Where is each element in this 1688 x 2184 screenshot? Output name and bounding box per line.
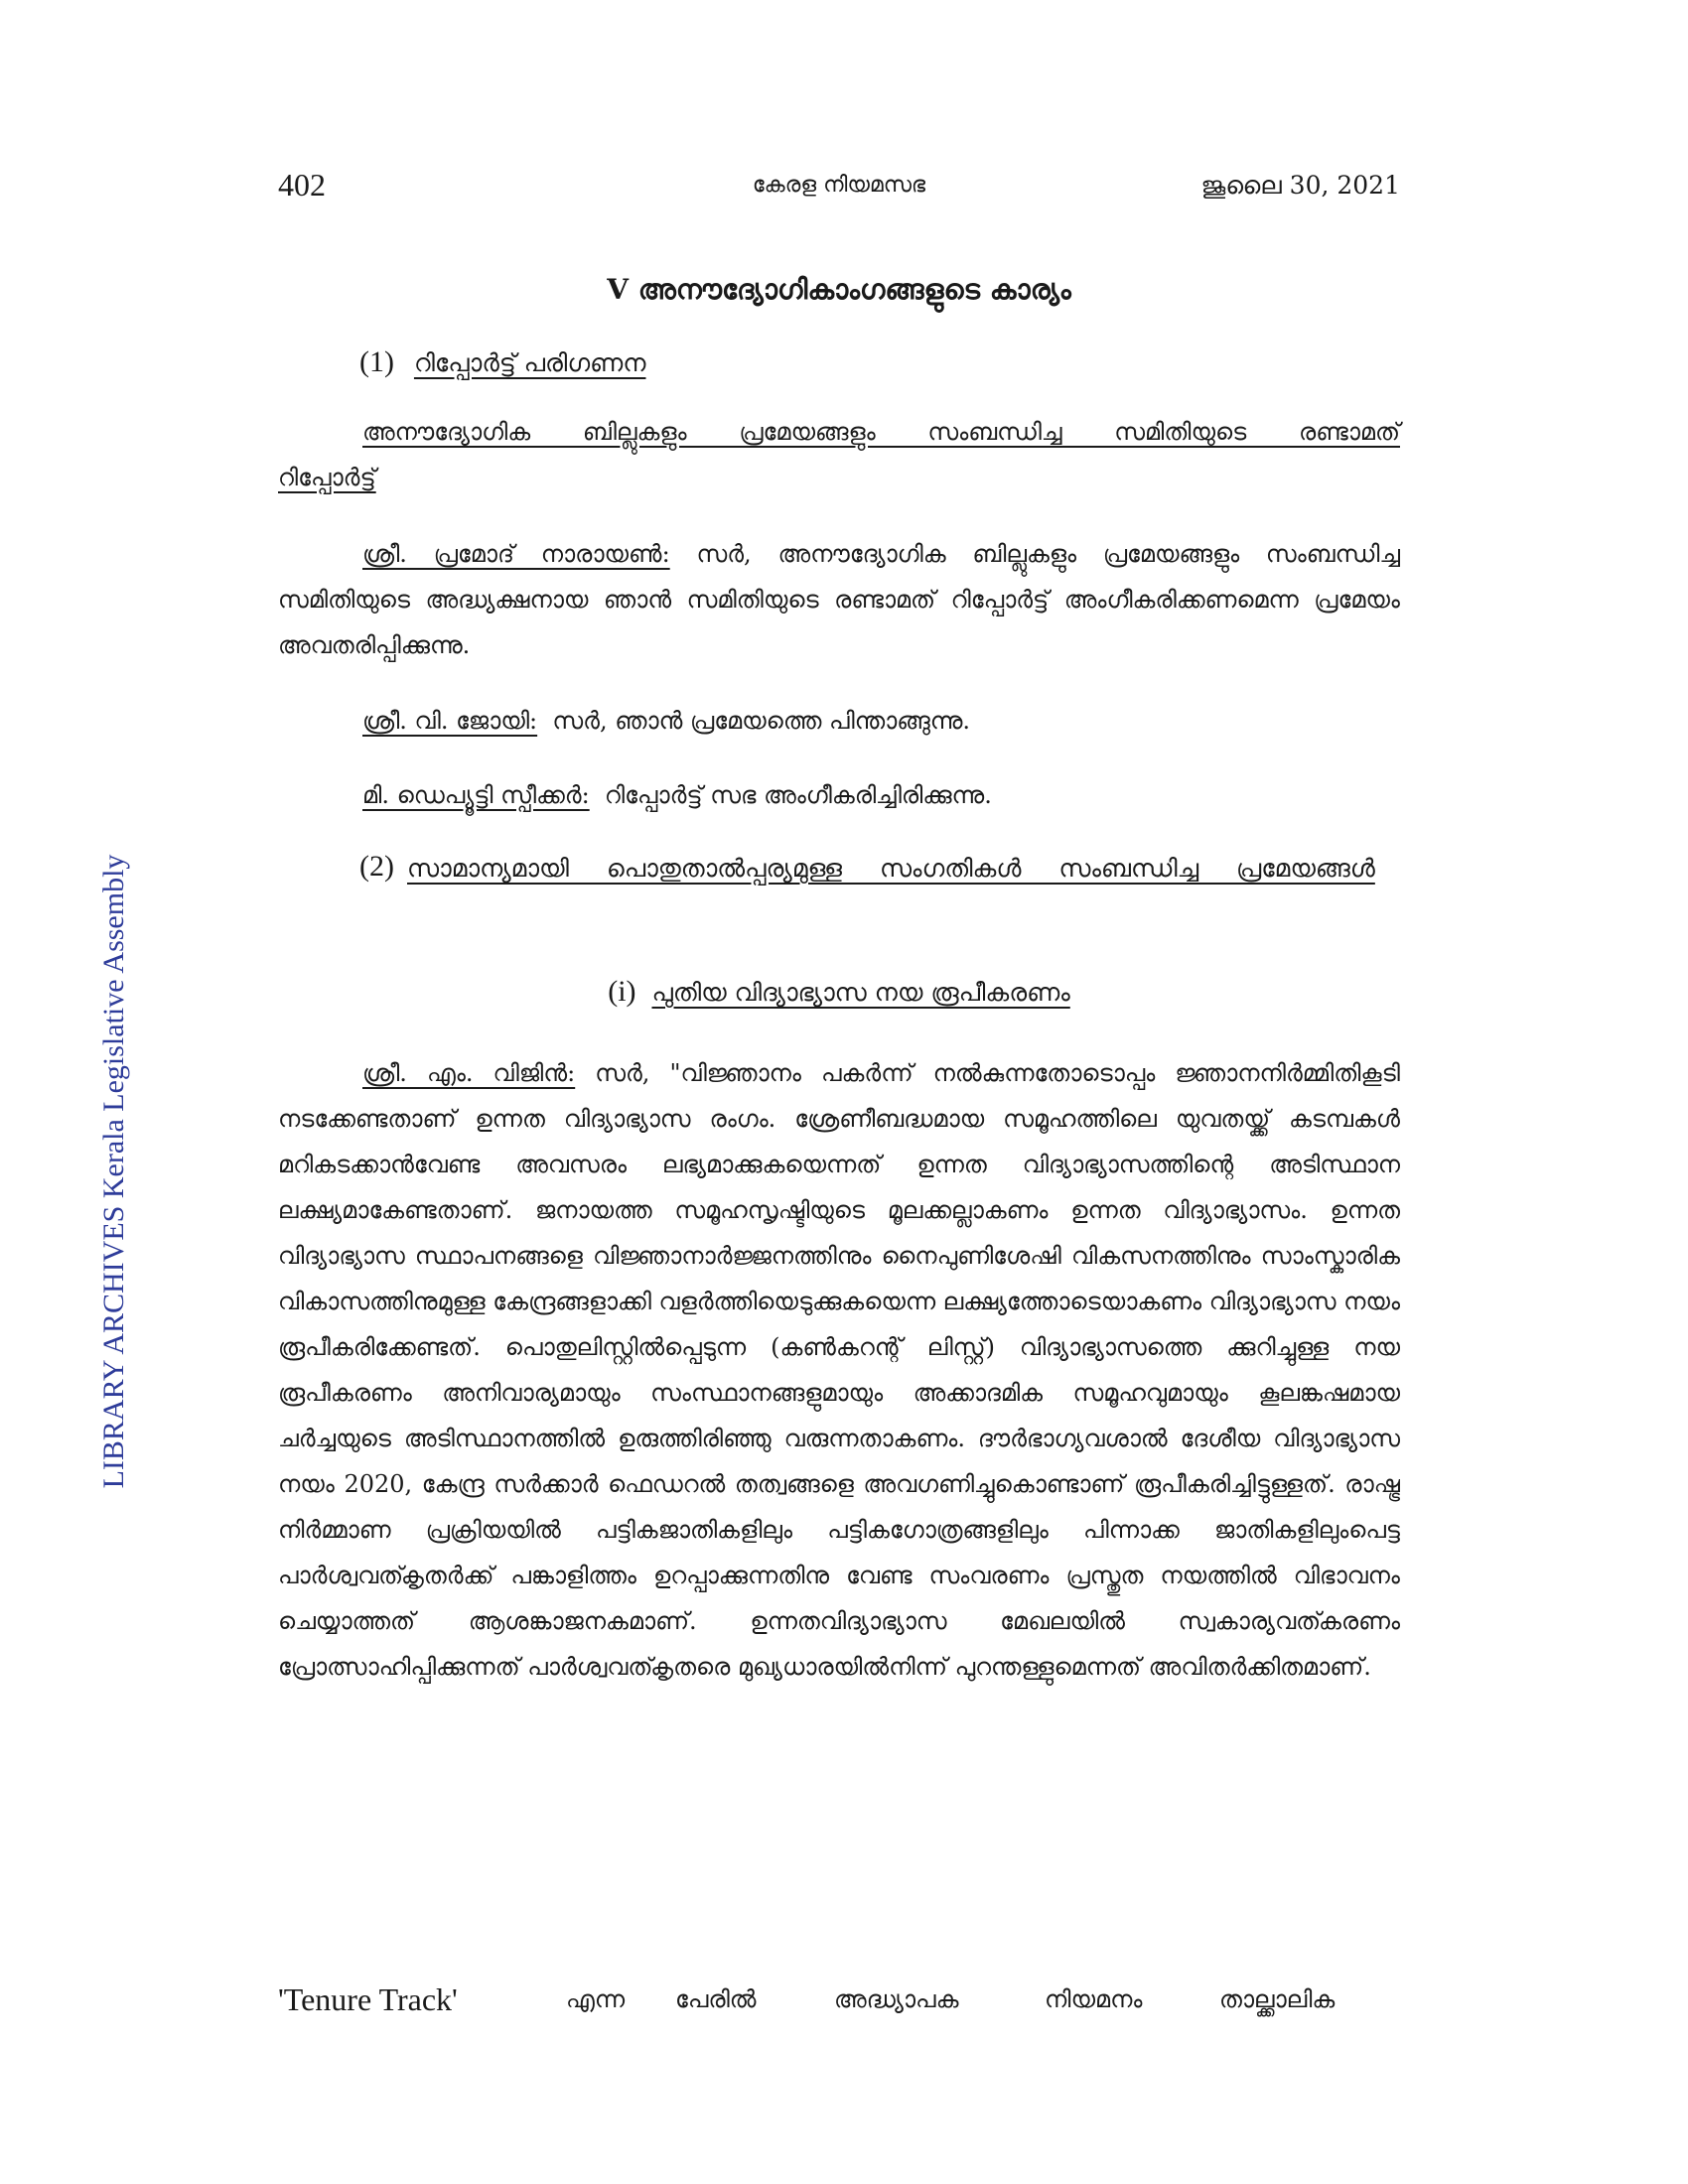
line-word: നിയമനം — [1045, 1985, 1143, 2013]
speech-text: സർ, "വിജ്ഞാനം പകർന്ന് നൽകുന്നതോടൊപ്പം ജ്ഞാനനിർമ്മിതികൂടി നടക്കേണ്ടതാണ് ഉന്നത വിദ്യാഭ്യാസ രംഗം. ശ്രേണീബദ്ധമായ സമൂഹത്തിലെ യുവതയ്ക്ക് കടമ്പകൾ മറികടക്കാൻവേണ്ട അവസരം ലഭ്യമാക്കുകയെന്നത് ഉന്നത വിദ്യാഭ്യാസത്തിന്റെ അടിസ്ഥാന ലക്ഷ്യമാകേണ്ടതാണ്. ജനായത്ത സമൂഹസൃഷ്ടിയുടെ മൂലക്കല്ലാകണം ഉന്നത വിദ്യാഭ്യാസം. ഉന്നത വിദ്യാഭ്യാസ സ്ഥാപനങ്ങളെ വിജ്ഞാനാർജ്ജനത്തിനും നൈപുണിശേഷി വികസനത്തിനും സാംസ്കാരിക വികാസത്തിനുമുള്ള കേന്ദ്രങ്ങളാക്കി വളർത്തിയെടുക്കുകയെന്ന ലക്ഷ്യത്തോടെയാകണം വിദ്യാഭ്യാസ നയം രൂപീകരിക്കേണ്ടത്. പൊതുലിസ്റ്റിൽപ്പെടുന്ന (കൺകറന്റ് ലിസ്റ്റ്) വിദ്യാഭ്യാസത്തെ ക്കുറിച്ചുള്ള നയ രൂപീകരണം അനിവാര്യമായും സംസ്ഥാനങ്ങളുമായും അക്കാദമിക സമൂഹവുമായും കൂലങ്കഷമായ ചർച്ചയുടെ അടിസ്ഥാനത്തിൽ ഉരുത്തിരിഞ്ഞു വരുന്നതാകണം. ദൗർഭാഗ്യവശാൽ ദേശീയ വിദ്യാഭ്യാസ നയം 2020, കേന്ദ്ര സർക്കാർ ഫെഡറൽ തത്വങ്ങളെ അവഗണിച്ചുകൊണ്ടാണ് രൂപീകരിച്ചിട്ടുള്ളത്. രാഷ്ട്ര നിർമ്മാണ പ്രക്രിയയിൽ പട്ടികജാതികളിലും പട്ടികഗോത്രങ്ങളിലും പിന്നാക്ക ജാതികളിലുംപെട്ട പാർശ്വവത്കൃതർക്ക് പങ്കാളിത്തം ഉറപ്പാക്കുന്നതിനു വേണ്ട സംവരണം പ്രസ്തുത നയത്തിൽ വിഭാവനം ചെയ്യാത്തത് ആശങ്കാജനകമാണ്. ഉന്നതവിദ്യാഭ്യാസ മേഖലയിൽ സ്വകാര്യവത്കരണം പ്രോത്സാഹിപ്പിക്കുന്നത് പാർശ്വവത്കൃതരെ മുഖ്യധാരയിൽനിന്ന് പുറന്തള്ളുമെന്നത് അവിതർക്കിതമാണ്. — [278, 1059, 1400, 1681]
speaker-name: ശ്രീ. എം. വിജിൻ: — [362, 1059, 576, 1087]
subheading-1-number: (1) — [359, 345, 394, 378]
subheading-1 — [359, 345, 1055, 379]
paragraph-pramod — [278, 531, 1400, 668]
paragraph-joy — [278, 698, 1400, 744]
page-number: 402 — [278, 167, 326, 203]
speech-text: സർ, അനൗദ്യോഗിക ബില്ലുകളും പ്രമേയങ്ങളും സംബന്ധിച്ച സമിതിയുടെ അദ്ധ്യക്ഷനായ ഞാൻ സമിതിയുടെ രണ്ടാമത് റിപ്പോർട്ട് അംഗീകരിക്കണമെന്ന പ്രമേയം അവതരിപ്പിക്കുന്നു. — [278, 540, 1400, 659]
speech-text: റിപ്പോർട്ട് സഭ അംഗീകരിച്ചിരിക്കുന്നു. — [589, 781, 992, 809]
publication-date: ജൂലൈ 30, 2021 — [1200, 171, 1400, 200]
line-word: 'Tenure Track' — [278, 1981, 458, 2017]
page-header — [278, 167, 1400, 216]
section-heading: V അനൗദ്യോഗികാംഗങ്ങളുടെ കാര്യം — [607, 273, 1071, 306]
speaker-name: ശ്രീ. വി. ജോയി: — [362, 707, 538, 735]
item-number: (i) — [608, 975, 636, 1008]
archive-watermark: LIBRARY ARCHIVES Kerala Legislative Assembly — [97, 854, 130, 1489]
subheading-2-title: സാമാന്യമായി പൊതുതാൽപ്പര്യമുള്ള സംഗതികൾ സംബന്ധിച്ച പ്രമേയങ്ങൾ — [407, 854, 1375, 883]
line-word: താല്ക്കാലിക — [1219, 1985, 1336, 2013]
speech-text: സർ, ഞാൻ പ്രമേയത്തെ പിന്താങ്ങുന്നു. — [537, 707, 971, 735]
speaker-name: മി. ഡെപ്യൂട്ടി സ്പീക്കർ: — [362, 781, 590, 809]
paragraph-vijin — [278, 1050, 1400, 1690]
item-heading — [278, 975, 1400, 1009]
continuation-line — [278, 1981, 1400, 2031]
line-word: അദ്ധ്യാപക — [834, 1985, 959, 2013]
publication-title: കേരള നിയമസഭ — [752, 173, 926, 198]
line-word: എന്ന — [566, 1985, 626, 2013]
line-word: പേരിൽ — [675, 1985, 757, 2013]
subheading-2-number: (2) — [359, 850, 394, 883]
speaker-name: ശ്രീ. പ്രമോദ് നാരായൺ: — [362, 540, 670, 568]
subheading-2 — [359, 844, 1400, 893]
report-title: അനൗദ്യോഗിക ബില്ലുകളും പ്രമേയങ്ങളും സംബന്ധിച്ച സമിതിയുടെ രണ്ടാമത് റിപ്പോർട്ട് — [278, 418, 1400, 491]
subheading-1-title: റിപ്പോർട്ട് പരിഗണന — [413, 348, 646, 377]
item-title: പുതിയ വിദ്യാഭ്യാസ നയ രൂപീകരണം — [651, 978, 1070, 1007]
paragraph-deputy-speaker — [278, 772, 1400, 818]
